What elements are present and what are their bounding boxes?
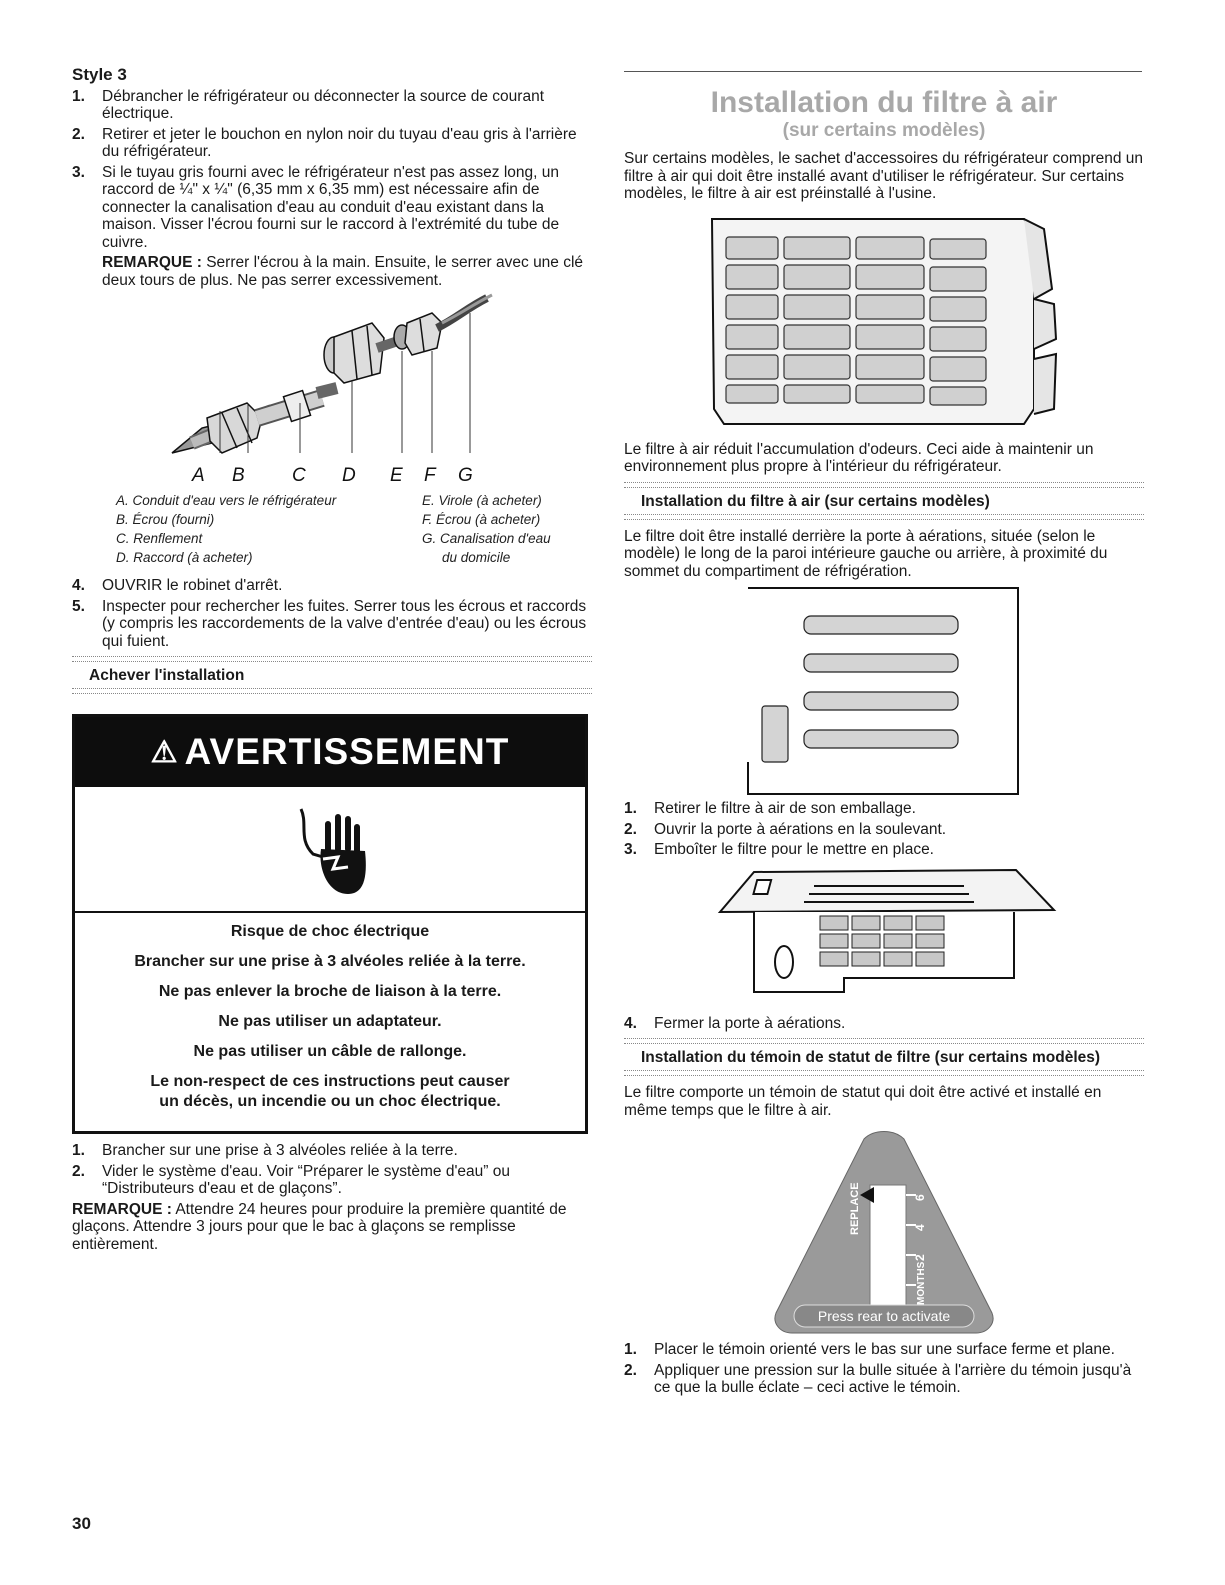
- step-text: OUVRIR le robinet d'arrêt.: [102, 577, 283, 594]
- legend-item: E. Virole (à acheter): [422, 493, 542, 508]
- step-number: 5.: [72, 597, 85, 615]
- warning-line: un décès, un incendie ou un choc électrique.: [159, 1093, 501, 1110]
- step-number: 1.: [72, 1142, 85, 1159]
- note: [72, 254, 592, 289]
- fig-label-e: E: [390, 465, 403, 486]
- divider: [624, 1038, 1144, 1044]
- warning-box: [72, 714, 588, 1134]
- steps-list-c: [72, 1142, 592, 1198]
- warning-icon-area: [75, 787, 585, 913]
- divider: [624, 514, 1144, 520]
- indicator-paragraph: Le filtre comporte un témoin de statut qui doit être activé et installé en même temps que le filtre à air.: [624, 1084, 1102, 1119]
- warning-title: AVERTISSEMENT: [184, 731, 510, 772]
- warning-line: Risque de choc électrique: [230, 923, 430, 940]
- divider: [624, 482, 1144, 488]
- status-indicator-illustration: [624, 1125, 1144, 1335]
- step-number: 1.: [624, 800, 637, 817]
- legend-item: F. Écrou (à acheter): [422, 512, 541, 527]
- page-number: 30: [72, 1514, 91, 1533]
- step-number: 2.: [624, 1361, 637, 1379]
- step-number: 4.: [624, 1014, 637, 1032]
- section-heading: Installation du témoin de statut de filtre (sur certains modèles): [641, 1049, 1101, 1066]
- tick-label-6: 6: [913, 1194, 927, 1201]
- filter-paragraph: Le filtre à air réduit l'accumulation d'odeurs. Ceci aide à maintenir un environnement plus propre à l'intérieur du réfrigérateur.: [624, 440, 1094, 475]
- warning-line: Le non-respect de ces instructions peut causer: [150, 1073, 510, 1090]
- steps-list-b: [72, 577, 592, 650]
- step-text: Fermer la porte à aérations.: [654, 1014, 846, 1032]
- fig-label-f: F: [424, 465, 436, 486]
- step-number: 2.: [624, 820, 637, 838]
- section-title: Installation du filtre à air: [710, 86, 1058, 119]
- step-number: 1.: [72, 87, 85, 105]
- left-column: [72, 66, 592, 698]
- step-text: Retirer et jeter le bouchon en nylon noir du tuyau d'eau gris à l'arrière du réfrigérateur.: [102, 125, 577, 160]
- months-label: MONTHS: [916, 1261, 927, 1305]
- legend-col-left: [116, 491, 422, 567]
- divider: [72, 688, 592, 694]
- left-column-bottom: [72, 1142, 592, 1253]
- section-heading: Installation du filtre à air (sur certains modèles): [641, 492, 990, 510]
- legend-item: D. Raccord (à acheter): [116, 550, 253, 565]
- fitting-labels: [72, 463, 592, 487]
- list-item: [624, 800, 1144, 818]
- step-number: 1.: [624, 1341, 637, 1358]
- step-text: Débrancher le réfrigérateur ou déconnecter la source de courant électrique.: [102, 87, 545, 122]
- divider: [72, 656, 592, 662]
- step-number: 2.: [72, 125, 85, 143]
- step-text: Inspecter pour rechercher les fuites. Serrer tous les écrous et raccords (y compris les raccordements de la valve d'entrée d'eau) ou les écrous qui fuient.: [102, 597, 587, 650]
- list-item: [72, 1163, 592, 1198]
- section-subtitle: (sur certains modèles): [782, 120, 986, 141]
- steps-list-right-b: [624, 1015, 1144, 1033]
- air-filter-illustration: [624, 209, 1144, 439]
- style-heading: Style 3: [72, 65, 127, 84]
- divider: [624, 1070, 1144, 1076]
- vent-door-illustration: [624, 586, 1144, 796]
- step-number: 2.: [72, 1162, 85, 1180]
- fig-label-c: C: [292, 465, 306, 486]
- legend-col-right: [422, 491, 551, 567]
- step-text: Si le tuyau gris fourni avec le réfrigérateur n'est pas assez long, un raccord de ¼" x ¼" (6,35 mm x 6,35 mm) est nécessaire afin de connecter la canalisation d'eau au conduit d'eau existant dans la maison. Visser l'écrou fourni sur le raccord à l'extrémité du tube de cuivre.: [102, 163, 560, 251]
- list-item: [72, 577, 592, 595]
- warning-lines: [75, 913, 585, 1112]
- note-text: Serrer l'écrou à la main. Ensuite, le serrer avec une clé deux tours de plus. Ne pas serrer excessivement.: [102, 254, 584, 289]
- note-label: REMARQUE :: [72, 1200, 172, 1218]
- step-text: Appliquer une pression sur la bulle située à l'arrière du témoin jusqu'à ce que la bulle éclate – ceci active le témoin.: [654, 1361, 1132, 1396]
- steps-list-a: [72, 88, 592, 252]
- steps-list-right-c: [624, 1341, 1144, 1397]
- legend-item: C. Renflement: [116, 531, 203, 546]
- press-label: Press rear to activate: [817, 1308, 951, 1324]
- list-item: [72, 88, 592, 123]
- legend-item: du domicile: [442, 550, 511, 565]
- legend-item: G. Canalisation d'eau: [422, 531, 551, 546]
- legend-item: A. Conduit d'eau vers le réfrigérateur: [116, 493, 337, 508]
- fitting-legend: [72, 491, 592, 567]
- note-text: Attendre 24 heures pour produire la première quantité de glaçons. Attendre 3 jours pour que le bac à glaçons se remplisse entièrement.: [72, 1200, 567, 1253]
- step-text: Emboîter le filtre pour le mettre en place.: [654, 841, 934, 858]
- warning-triangle-icon: ⚠: [150, 735, 179, 769]
- intro-paragraph: Sur certains modèles, le sachet d'accessoires du réfrigérateur comprend un filtre à air qui doit être installé avant d'utiliser le réfrigérateur. Sur certains modèles, le filtre à air est préinstallé à l'usine.: [624, 150, 1144, 202]
- tick-label-4: 4: [913, 1224, 927, 1231]
- list-item: [624, 841, 1144, 859]
- tick-label-2: 2: [913, 1254, 927, 1261]
- warning-line: Brancher sur une prise à 3 alvéoles reliée à la terre.: [134, 953, 526, 970]
- electric-shock-icon: [293, 799, 373, 899]
- fitting-diagram: [72, 293, 592, 463]
- step-number: 4.: [72, 577, 85, 594]
- section-heading: Achever l'installation: [89, 667, 245, 684]
- warning-line: Ne pas enlever la broche de liaison à la terre.: [158, 983, 502, 1000]
- filter-install-illustration: [624, 862, 1144, 1007]
- list-item: [72, 164, 592, 252]
- list-item: [624, 821, 1144, 839]
- legend-item: B. Écrou (fourni): [116, 512, 215, 527]
- warning-line: Ne pas utiliser un câble de rallonge.: [193, 1043, 467, 1060]
- step-text: Brancher sur une prise à 3 alvéoles reliée à la terre.: [102, 1142, 458, 1159]
- step-number: 3.: [72, 163, 85, 181]
- fig-label-b: B: [232, 465, 245, 486]
- right-column: [624, 72, 1144, 1400]
- steps-list-right-a: [624, 800, 1144, 859]
- fig-label-g: G: [458, 465, 473, 486]
- fig-label-d: D: [342, 465, 356, 486]
- step-text: Ouvrir la porte à aérations en la soulevant.: [654, 820, 947, 838]
- step-text: Retirer le filtre à air de son emballage.: [654, 800, 916, 817]
- warning-line: Ne pas utiliser un adaptateur.: [218, 1013, 442, 1030]
- list-item: [72, 126, 592, 161]
- list-item: [624, 1341, 1144, 1359]
- replace-label: REPLACE: [849, 1182, 861, 1235]
- list-item: [72, 1142, 592, 1160]
- step-text: Vider le système d'eau. Voir “Préparer le système d'eau” ou “Distributeurs d'eau et de glaçons”.: [102, 1162, 510, 1197]
- note-label: REMARQUE :: [102, 254, 202, 271]
- fig-label-a: A: [192, 465, 205, 486]
- list-item: [624, 1362, 1144, 1397]
- list-item: [72, 598, 592, 651]
- step-number: 3.: [624, 841, 637, 858]
- location-paragraph: Le filtre doit être installé derrière la porte à aérations, située (selon le modèle) le long de la paroi intérieure gauche ou arrière, à proximité du sommet du compartiment de réfrigération.: [624, 527, 1108, 580]
- list-item: [624, 1015, 1144, 1033]
- warning-header: [75, 717, 585, 787]
- step-text: Placer le témoin orienté vers le bas sur une surface ferme et plane.: [654, 1341, 1115, 1358]
- note-2: [72, 1201, 592, 1254]
